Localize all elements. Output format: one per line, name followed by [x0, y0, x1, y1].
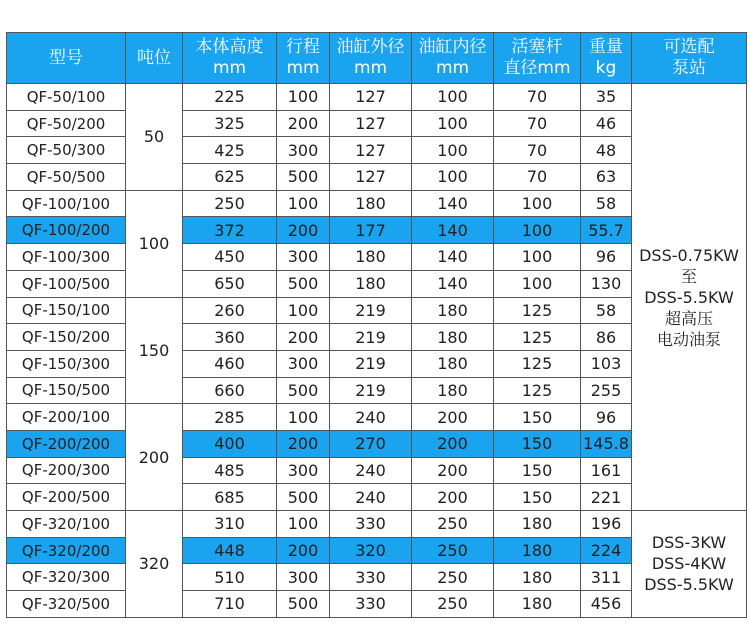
rod-diameter-cell: 180 — [494, 537, 581, 564]
weight-cell: 255 — [581, 377, 632, 404]
inner-diameter-cell: 250 — [412, 537, 494, 564]
model-cell: QF-50/300 — [7, 137, 126, 164]
outer-diameter-cell: 180 — [330, 270, 412, 297]
header-model — [7, 33, 126, 84]
stroke-cell: 300 — [277, 244, 330, 271]
rod-diameter-cell: 125 — [494, 324, 581, 351]
header-label-line: mm — [353, 58, 388, 78]
model-cell: QF-150/300 — [7, 350, 126, 377]
rod-diameter-cell: 100 — [494, 270, 581, 297]
body-height-cell: 360 — [183, 324, 277, 351]
tonnage-cell: 200 — [126, 404, 183, 511]
inner-diameter-cell: 200 — [412, 457, 494, 484]
weight-cell: 103 — [581, 350, 632, 377]
inner-diameter-cell: 100 — [412, 84, 494, 111]
outer-diameter-cell: 330 — [330, 511, 412, 538]
header-label-line: 直径mm — [503, 58, 571, 78]
header-label-line: mm — [286, 58, 320, 78]
header-label-line: 型号 — [49, 47, 83, 68]
pump-station-cell — [632, 511, 747, 618]
stroke-cell: 200 — [277, 324, 330, 351]
inner-diameter-cell: 250 — [412, 591, 494, 618]
header-inner-diameter — [412, 33, 494, 84]
weight-cell: 58 — [581, 190, 632, 217]
pump-station-line: DSS-0.75KW — [639, 245, 739, 265]
stroke-cell: 300 — [277, 350, 330, 377]
outer-diameter-cell: 240 — [330, 484, 412, 511]
inner-diameter-cell: 100 — [412, 164, 494, 191]
model-cell: QF-150/500 — [7, 377, 126, 404]
rod-diameter-cell: 70 — [494, 137, 581, 164]
inner-diameter-cell: 200 — [412, 430, 494, 457]
header-label-line: 油缸外径 — [336, 37, 405, 57]
body-height-cell: 448 — [183, 537, 277, 564]
model-cell: QF-50/100 — [7, 84, 126, 111]
body-height-cell: 450 — [183, 244, 277, 271]
header-label-line: mm — [435, 58, 470, 78]
model-cell: QF-320/200 — [7, 537, 126, 564]
stroke-cell: 300 — [277, 564, 330, 591]
pump-station-line: 电动油泵 — [656, 329, 721, 349]
rod-diameter-cell: 125 — [494, 350, 581, 377]
stroke-cell: 300 — [277, 137, 330, 164]
body-height-cell: 400 — [183, 430, 277, 457]
stroke-cell: 300 — [277, 457, 330, 484]
rod-diameter-cell: 70 — [494, 164, 581, 191]
model-cell: QF-100/500 — [7, 270, 126, 297]
model-cell: QF-320/300 — [7, 564, 126, 591]
stroke-cell: 100 — [277, 190, 330, 217]
inner-diameter-cell: 180 — [412, 377, 494, 404]
stroke-cell: 200 — [277, 217, 330, 244]
header-weight — [581, 33, 632, 84]
stroke-cell: 500 — [277, 484, 330, 511]
stroke-cell: 500 — [277, 270, 330, 297]
rod-diameter-cell: 180 — [494, 591, 581, 618]
model-cell: QF-200/500 — [7, 484, 126, 511]
body-height-cell: 425 — [183, 137, 277, 164]
header-label-line: 活塞杆 — [511, 37, 563, 57]
outer-diameter-cell: 177 — [330, 217, 412, 244]
outer-diameter-cell: 219 — [330, 350, 412, 377]
model-cell: QF-100/300 — [7, 244, 126, 271]
weight-cell: 46 — [581, 110, 632, 137]
stroke-cell: 200 — [277, 537, 330, 564]
body-height-cell: 250 — [183, 190, 277, 217]
body-height-cell: 510 — [183, 564, 277, 591]
pump-station-cell — [632, 84, 747, 511]
body-height-cell: 225 — [183, 84, 277, 111]
header-pump-station — [632, 33, 747, 84]
rod-diameter-cell: 150 — [494, 457, 581, 484]
weight-cell: 311 — [581, 564, 632, 591]
rod-diameter-cell: 70 — [494, 84, 581, 111]
stroke-cell: 500 — [277, 164, 330, 191]
body-height-cell: 650 — [183, 270, 277, 297]
inner-diameter-cell: 100 — [412, 110, 494, 137]
weight-cell: 221 — [581, 484, 632, 511]
body-height-cell: 685 — [183, 484, 277, 511]
body-height-cell: 710 — [183, 591, 277, 618]
outer-diameter-cell: 270 — [330, 430, 412, 457]
tonnage-cell: 320 — [126, 511, 183, 618]
model-cell: QF-200/300 — [7, 457, 126, 484]
header-label-line: 泵站 — [672, 58, 706, 78]
weight-cell: 130 — [581, 270, 632, 297]
header-body-height — [183, 33, 277, 84]
inner-diameter-cell: 100 — [412, 137, 494, 164]
table-header — [7, 33, 747, 84]
model-cell: QF-100/100 — [7, 190, 126, 217]
tonnage-cell: 100 — [126, 190, 183, 297]
inner-diameter-cell: 250 — [412, 564, 494, 591]
model-cell: QF-150/200 — [7, 324, 126, 351]
weight-cell: 161 — [581, 457, 632, 484]
body-height-cell: 372 — [183, 217, 277, 244]
weight-cell: 58 — [581, 297, 632, 324]
outer-diameter-cell: 219 — [330, 377, 412, 404]
outer-diameter-cell: 240 — [330, 404, 412, 431]
weight-cell: 86 — [581, 324, 632, 351]
inner-diameter-cell: 140 — [412, 270, 494, 297]
outer-diameter-cell: 127 — [330, 137, 412, 164]
stroke-cell: 100 — [277, 511, 330, 538]
pump-station-line: DSS-4KW — [651, 554, 727, 574]
weight-cell: 96 — [581, 404, 632, 431]
outer-diameter-cell: 219 — [330, 297, 412, 324]
outer-diameter-cell: 127 — [330, 164, 412, 191]
body-height-cell: 260 — [183, 297, 277, 324]
pump-station-line: 超高压 — [664, 308, 713, 328]
rod-diameter-cell: 100 — [494, 244, 581, 271]
outer-diameter-cell: 320 — [330, 537, 412, 564]
stroke-cell: 500 — [277, 591, 330, 618]
model-cell: QF-100/200 — [7, 217, 126, 244]
weight-cell: 55.7 — [581, 217, 632, 244]
weight-cell: 96 — [581, 244, 632, 271]
header-label-line: 吨位 — [137, 47, 171, 68]
header-outer-diameter — [330, 33, 412, 84]
body-height-cell: 310 — [183, 511, 277, 538]
header-label-line: mm — [212, 58, 247, 78]
weight-cell: 63 — [581, 164, 632, 191]
rod-diameter-cell: 150 — [494, 484, 581, 511]
body-height-cell: 285 — [183, 404, 277, 431]
header-tonnage — [126, 33, 183, 84]
inner-diameter-cell: 200 — [412, 404, 494, 431]
pump-station-line: DSS-5.5KW — [644, 575, 734, 595]
rod-diameter-cell: 70 — [494, 110, 581, 137]
inner-diameter-cell: 140 — [412, 190, 494, 217]
rod-diameter-cell: 100 — [494, 190, 581, 217]
pump-station-line: DSS-3KW — [651, 533, 727, 553]
weight-cell: 145.8 — [581, 430, 632, 457]
outer-diameter-cell: 127 — [330, 84, 412, 111]
header-stroke — [277, 33, 330, 84]
inner-diameter-cell: 200 — [412, 484, 494, 511]
rod-diameter-cell: 125 — [494, 297, 581, 324]
inner-diameter-cell: 180 — [412, 324, 494, 351]
model-cell: QF-150/100 — [7, 297, 126, 324]
table-body — [7, 84, 747, 618]
stroke-cell: 200 — [277, 430, 330, 457]
rod-diameter-cell: 150 — [494, 404, 581, 431]
header-label-line: 可选配 — [663, 37, 715, 57]
spec-table — [6, 32, 747, 618]
model-cell: QF-50/200 — [7, 110, 126, 137]
pump-station-line: 至 — [680, 266, 697, 286]
weight-cell: 35 — [581, 84, 632, 111]
stroke-cell: 100 — [277, 404, 330, 431]
inner-diameter-cell: 180 — [412, 297, 494, 324]
weight-cell: 48 — [581, 137, 632, 164]
inner-diameter-cell: 140 — [412, 244, 494, 271]
model-cell: QF-320/500 — [7, 591, 126, 618]
inner-diameter-cell: 140 — [412, 217, 494, 244]
rod-diameter-cell: 100 — [494, 217, 581, 244]
model-cell: QF-200/200 — [7, 430, 126, 457]
body-height-cell: 660 — [183, 377, 277, 404]
header-label-line: 重量 — [589, 37, 623, 57]
outer-diameter-cell: 180 — [330, 190, 412, 217]
outer-diameter-cell: 127 — [330, 110, 412, 137]
header-rod-diameter — [494, 33, 581, 84]
table-row — [7, 84, 747, 111]
header-row — [7, 33, 747, 84]
header-label-line: 行程 — [286, 37, 320, 57]
inner-diameter-cell: 180 — [412, 350, 494, 377]
weight-cell: 224 — [581, 537, 632, 564]
tonnage-cell: 150 — [126, 297, 183, 404]
weight-cell: 196 — [581, 511, 632, 538]
tonnage-cell: 50 — [126, 84, 183, 191]
model-cell: QF-200/100 — [7, 404, 126, 431]
header-label-line: kg — [595, 58, 617, 78]
body-height-cell: 460 — [183, 350, 277, 377]
rod-diameter-cell: 180 — [494, 564, 581, 591]
pump-station-line: DSS-5.5KW — [644, 287, 734, 307]
outer-diameter-cell: 330 — [330, 564, 412, 591]
outer-diameter-cell: 180 — [330, 244, 412, 271]
outer-diameter-cell: 219 — [330, 324, 412, 351]
weight-cell: 456 — [581, 591, 632, 618]
header-label-line: 油缸内径 — [418, 37, 487, 57]
stroke-cell: 200 — [277, 110, 330, 137]
header-label-line: 本体高度 — [195, 37, 264, 57]
rod-diameter-cell: 125 — [494, 377, 581, 404]
body-height-cell: 485 — [183, 457, 277, 484]
body-height-cell: 325 — [183, 110, 277, 137]
model-cell: QF-320/100 — [7, 511, 126, 538]
rod-diameter-cell: 180 — [494, 511, 581, 538]
model-cell: QF-50/500 — [7, 164, 126, 191]
stroke-cell: 100 — [277, 84, 330, 111]
inner-diameter-cell: 250 — [412, 511, 494, 538]
body-height-cell: 625 — [183, 164, 277, 191]
outer-diameter-cell: 330 — [330, 591, 412, 618]
rod-diameter-cell: 150 — [494, 430, 581, 457]
table-row — [7, 511, 747, 538]
stroke-cell: 500 — [277, 377, 330, 404]
outer-diameter-cell: 240 — [330, 457, 412, 484]
stroke-cell: 100 — [277, 297, 330, 324]
